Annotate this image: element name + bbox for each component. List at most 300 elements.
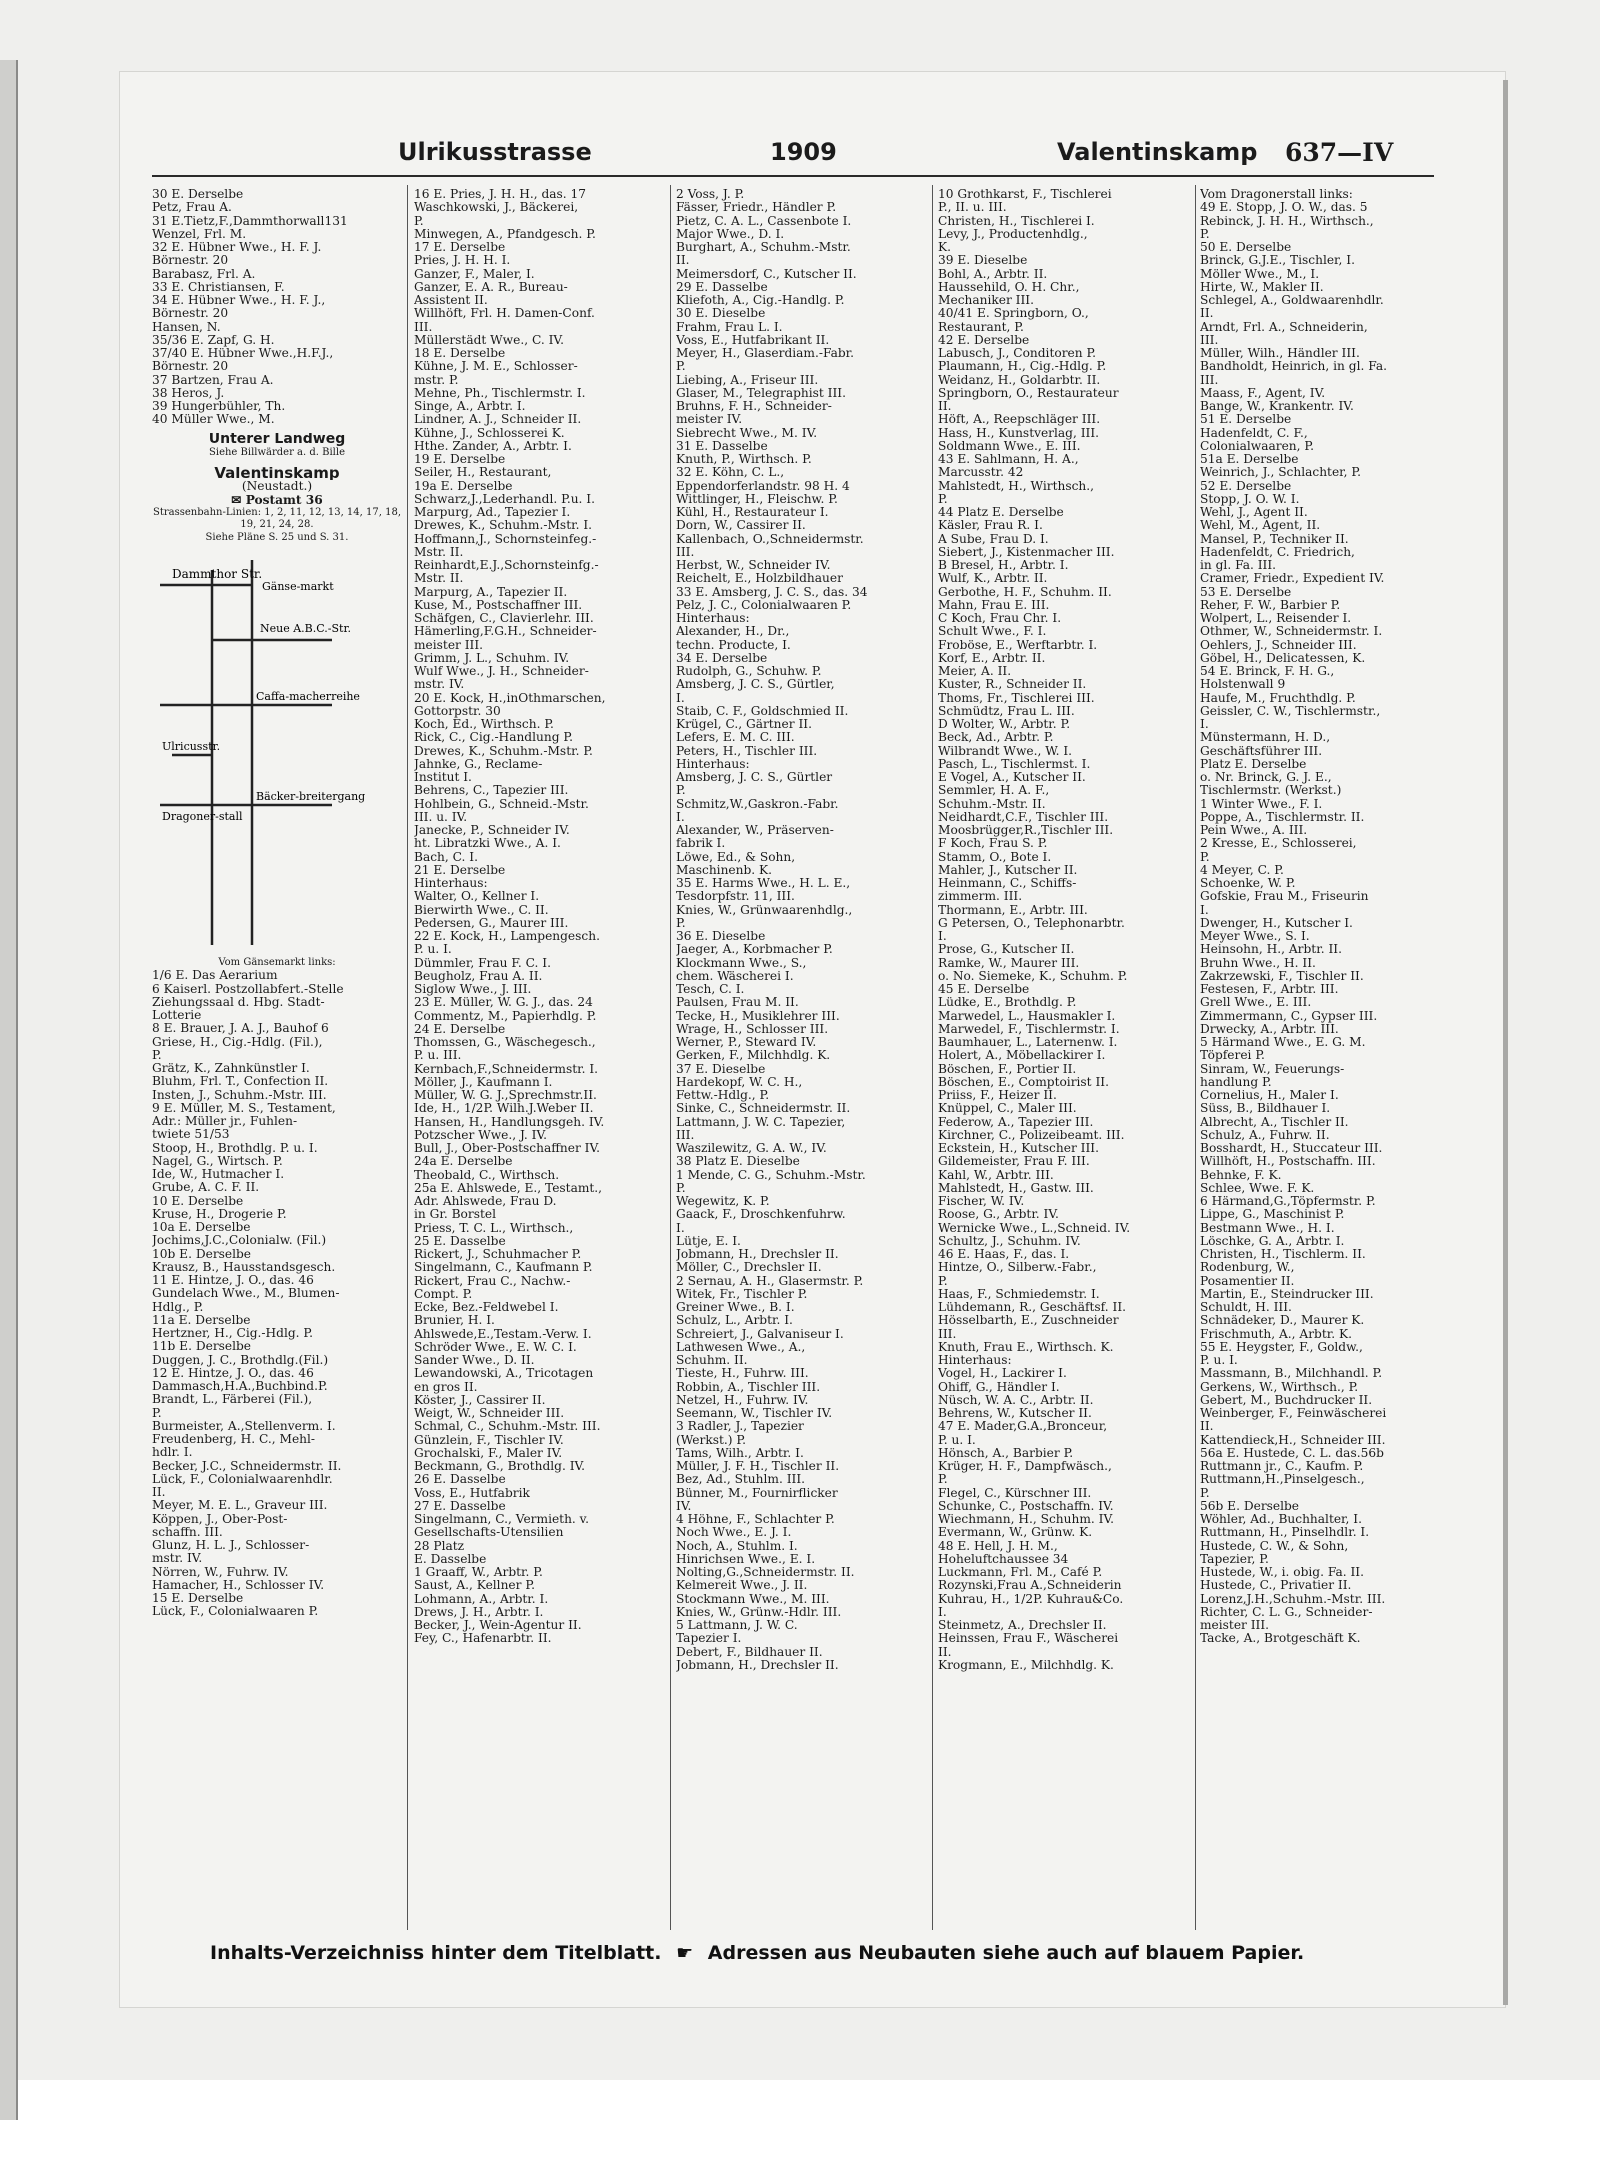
- directory-line: 25 E. Dasselbe: [414, 1234, 506, 1248]
- directory-line: Evermann, W., Grünw. K.: [938, 1526, 1093, 1540]
- directory-line: Nüsch, W. A. C., Arbtr. II.: [938, 1393, 1094, 1407]
- directory-line: Heinmann, C., Schiffs-: [938, 877, 1077, 890]
- directory-line: Froböse, E., Werftarbtr. I.: [938, 638, 1098, 652]
- directory-line: Compt. P.: [414, 1287, 473, 1301]
- directory-line: Wehl, M., Agent, II.: [1200, 519, 1321, 533]
- directory-line: III.: [1200, 373, 1219, 387]
- directory-line: Wöhler, Ad., Buchhalter, I.: [1200, 1513, 1362, 1526]
- directory-line: Hardekopf, W. C. H.,: [676, 1075, 803, 1089]
- directory-line: Hadenfeldt, C. F.,: [1200, 426, 1308, 440]
- directory-line: 19 E. Derselbe: [414, 453, 506, 466]
- directory-line: Institut I.: [414, 771, 472, 784]
- directory-line: mstr. IV.: [414, 678, 465, 692]
- directory-line: 46 E. Haas, F., das. I.: [938, 1248, 1070, 1261]
- directory-line: Grimm, J. L., Schuhm. IV.: [414, 651, 570, 665]
- directory-line: Burmeister, A.,Stellenverm. I.: [152, 1419, 336, 1433]
- directory-line: Ide, W., Hutmacher I.: [152, 1168, 285, 1181]
- directory-line: Haussehild, O. H. Chr.,: [938, 280, 1080, 294]
- directory-line: Petz, Frau A.: [152, 201, 232, 215]
- directory-line: Adr.: Müller jr., Fuhlen-: [152, 1115, 298, 1128]
- directory-line: Bosshardt, H., Stuccateur III.: [1200, 1142, 1383, 1155]
- directory-line: 54 E. Brinck, F. H. G.,: [1200, 665, 1335, 678]
- directory-line: Jochims,J.C.,Colonialw. (Fil.): [152, 1234, 327, 1248]
- directory-line: P., II. u. III.: [938, 201, 1007, 215]
- directory-line: Ruttmann, H., Pinselhdlr. I.: [1200, 1526, 1370, 1540]
- directory-line: Brandt, L., Färberei (Fil.),: [152, 1393, 313, 1407]
- directory-line: Federow, A., Tapezier III.: [938, 1115, 1094, 1129]
- directory-line: Glunz, H. L. J., Schlosser-: [152, 1539, 310, 1552]
- directory-line: Baumhauer, L., Laternenw. I.: [938, 1036, 1118, 1049]
- directory-line: Flegel, C., Kürschner III.: [938, 1486, 1092, 1500]
- postbox-icon: ✉: [231, 493, 246, 507]
- directory-line: Stockmann Wwe., M. III.: [676, 1592, 830, 1606]
- directory-line: II.: [676, 254, 690, 268]
- directory-line: chem. Wäscherei I.: [676, 969, 794, 983]
- directory-line: Vogel, H., Lackirer I.: [938, 1367, 1067, 1381]
- map-direction-note: Vom Gänsemarkt links:: [218, 957, 336, 968]
- directory-line: Bohl, A., Arbtr. II.: [938, 267, 1048, 281]
- directory-line: Weidanz, H., Goldarbtr. II.: [938, 373, 1101, 387]
- directory-line: Haufe, M., Fruchthdlg. P.: [1200, 691, 1356, 705]
- directory-line: C Koch, Frau Chr. I.: [938, 612, 1062, 625]
- directory-line: Arndt, Frl. A., Schneiderin,: [1200, 320, 1368, 334]
- directory-line: Holstenwall 9: [1200, 678, 1286, 692]
- directory-line: 48 E. Hell, J. H. M.,: [938, 1539, 1058, 1553]
- directory-line: 51 E. Derselbe: [1200, 413, 1292, 427]
- directory-line: in gl. Fa. III.: [1200, 559, 1277, 572]
- directory-line: Amsberg, J. C. S., Gürtler,: [676, 678, 835, 692]
- directory-line: Bestmann Wwe., H. I.: [1200, 1221, 1335, 1235]
- directory-line: Hass, H., Kunstverlag, III.: [938, 426, 1100, 440]
- directory-line: I.: [938, 930, 947, 943]
- directory-line: Ohiff, G., Händler I.: [938, 1380, 1060, 1394]
- directory-line: Grochalski, F., Maler IV.: [414, 1446, 563, 1460]
- directory-line: Möller, J., Kaufmann I.: [414, 1075, 553, 1089]
- directory-line: Hdlg., P.: [152, 1300, 204, 1314]
- directory-line: Wolpert, L., Reisender I.: [1200, 612, 1352, 625]
- directory-line: Soldmann Wwe., E. III.: [938, 439, 1081, 453]
- directory-line: Stoop, H., Brothdlg. P. u. I.: [152, 1141, 318, 1155]
- directory-line: 19a E. Derselbe: [414, 479, 513, 493]
- directory-line: 35 E. Harms Wwe., H. L. E.,: [676, 877, 851, 890]
- directory-line: Gebert, M., Buchdrucker II.: [1200, 1393, 1373, 1407]
- directory-line: Ramke, W., Maurer III.: [938, 956, 1080, 970]
- directory-line: Maass, F., Agent, IV.: [1200, 386, 1326, 400]
- directory-line: Schuldt, H. III.: [1200, 1301, 1292, 1314]
- directory-line: Staib, C. F., Goldschmied II.: [676, 704, 849, 718]
- directory-line: meister IV.: [676, 413, 743, 427]
- directory-line: Reichelt, E., Holzbildhauer: [676, 572, 843, 586]
- directory-line: I.: [676, 810, 685, 824]
- directory-line: Pasch, L., Tischlermst. I.: [938, 757, 1091, 771]
- directory-line: Christen, H., Tischlerm. II.: [1200, 1248, 1366, 1261]
- directory-line: Pries, J. H. H. I.: [414, 254, 511, 268]
- directory-line: 4 Höhne, F., Schlachter P.: [676, 1513, 835, 1526]
- map-label-gaensemarkt: Gänse-markt: [262, 580, 334, 593]
- directory-line: 11a E. Derselbe: [152, 1313, 251, 1327]
- directory-line: Krausz, B., Hausstandsgesch.: [152, 1260, 336, 1274]
- directory-line: 56b E. Derselbe: [1200, 1499, 1300, 1513]
- directory-line: 36 E. Dieselbe: [676, 930, 766, 943]
- directory-line: Debert, F., Bildhauer II.: [676, 1645, 823, 1659]
- directory-line: Brinck, G.J.E., Tischler, I.: [1200, 254, 1355, 268]
- directory-line: 33 E. Christiansen, F.: [152, 280, 285, 294]
- directory-line: Massmann, B., Milchhandl. P.: [1200, 1367, 1383, 1381]
- directory-line: mstr. IV.: [152, 1552, 203, 1566]
- directory-line: 24 E. Derselbe: [414, 1022, 506, 1036]
- directory-line: Heinsohn, H., Arbtr. II.: [1200, 943, 1342, 957]
- directory-line: Peters, H., Tischler III.: [676, 744, 818, 758]
- directory-line: Höft, A., Reepschläger III.: [938, 413, 1101, 427]
- directory-line: 37 Bartzen, Frau A.: [152, 373, 274, 387]
- directory-line: Kattendieck,H., Schneider III.: [1200, 1433, 1386, 1447]
- directory-line: Willhöft, H., Postschaffn. III.: [1200, 1155, 1376, 1169]
- directory-line: Ganzer, E. A. R., Bureau-: [414, 280, 568, 294]
- directory-line: Ganzer, F., Maler, I.: [414, 267, 535, 281]
- directory-line: Drwecky, A., Arbtr. III.: [1200, 1022, 1339, 1036]
- directory-line: Schoenke, W. P.: [1200, 877, 1296, 890]
- directory-line: Hösselbarth, E., Zuschneider: [938, 1314, 1119, 1328]
- directory-line: 8 E. Brauer, J. A. J., Bauhof 6: [152, 1022, 329, 1036]
- directory-line: Richter, C. L. G., Schneider-: [1200, 1605, 1373, 1619]
- directory-line: 39 E. Dieselbe: [938, 254, 1028, 268]
- directory-line: 44 Platz E. Derselbe: [938, 506, 1064, 519]
- directory-line: P.: [414, 214, 424, 228]
- directory-line: Hinrichsen Wwe., E. I.: [676, 1552, 816, 1566]
- plan-reference: Siehe Pläne S. 25 und S. 31.: [205, 531, 349, 543]
- directory-line: 52 E. Derselbe: [1200, 479, 1292, 493]
- directory-line: Jahnke, G., Reclame-: [414, 757, 543, 771]
- directory-line: Marpurg, Ad., Tapezier I.: [414, 506, 571, 519]
- directory-line: IV.: [676, 1499, 692, 1513]
- directory-line: Siglow Wwe., J. III.: [414, 983, 532, 996]
- directory-line: Fettw.-Hdlg., P.: [676, 1089, 770, 1102]
- directory-line: Wiechmann, H., Schuhm. IV.: [938, 1513, 1115, 1526]
- directory-line: 24a E. Derselbe: [414, 1155, 513, 1169]
- directory-line: Roose, G., Arbtr. IV.: [938, 1208, 1059, 1222]
- directory-line: 37/40 E. Hübner Wwe.,H.F.J.,: [152, 347, 334, 360]
- directory-line: Pedersen, G., Maurer III.: [414, 916, 569, 930]
- directory-line: Fey, C., Hafenarbtr. II.: [414, 1632, 552, 1646]
- directory-line: 3 Radler, J., Tapezier: [676, 1420, 804, 1434]
- directory-line: Jobmann, H., Drechsler II.: [676, 1248, 839, 1261]
- directory-line: Schwarz,J.,Lederhandl. P.u. I.: [414, 492, 595, 506]
- directory-line: Duggen, J. C., Brothdlg.(Fil.): [152, 1353, 329, 1367]
- directory-line: 12 E. Hintze, J. O., das. 46: [152, 1366, 314, 1380]
- directory-line: Witek, Fr., Tischler P.: [676, 1287, 808, 1301]
- directory-line: Koch, Ed., Wirthsch. P.: [414, 718, 554, 731]
- directory-line: Springborn, O., Restaurateur: [938, 386, 1119, 400]
- directory-line: Tams, Wilh., Arbtr. I.: [676, 1446, 804, 1460]
- directory-line: Priess, T. C. L., Wirthsch.,: [414, 1221, 574, 1235]
- directory-line: Böschen, E., Comptoirist II.: [938, 1075, 1109, 1089]
- column-2: [414, 188, 664, 1938]
- directory-line: 16 E. Pries, J. H. H., das. 17: [414, 188, 587, 201]
- directory-line: Freudenberg, H. C., Mehl-: [152, 1433, 316, 1446]
- directory-line: 28 Platz: [414, 1539, 465, 1553]
- directory-line: Behrens, W., Kutscher II.: [938, 1407, 1092, 1420]
- directory-line: Hansen, N.: [152, 320, 221, 334]
- directory-line: Lütje, E. I.: [676, 1234, 741, 1248]
- directory-line: Potzscher Wwe., J. IV.: [414, 1128, 548, 1142]
- directory-line: Wulf, K., Arbtr. II.: [938, 572, 1048, 586]
- directory-line: 40 Müller Wwe., M.: [152, 413, 275, 427]
- directory-line: Weinberger, F., Feinwäscherei: [1200, 1407, 1387, 1420]
- directory-line: Grätz, K., Zahnkünstler I.: [152, 1062, 310, 1075]
- directory-line: P.: [152, 1406, 162, 1420]
- directory-line: ht. Libratzki Wwe., A. I.: [414, 837, 561, 851]
- directory-line: Singe, A., Arbtr. I.: [414, 400, 526, 413]
- directory-line: Knies, W., Grünwaarenhdlg.,: [676, 903, 853, 917]
- directory-line: Kuhrau, H., 1/2P. Kuhrau&Co.: [938, 1592, 1124, 1606]
- directory-line: Lüdke, E., Brothdlg. P.: [938, 996, 1077, 1010]
- directory-line: techn. Producte, I.: [676, 638, 791, 652]
- directory-line: Seemann, W., Tischler IV.: [676, 1407, 833, 1420]
- directory-line: 39 Hungerbühler, Th.: [152, 400, 286, 413]
- directory-line: 2 Sernau, A. H., Glasermstr. P.: [676, 1274, 864, 1288]
- directory-line: 1 Winter Wwe., F. I.: [1200, 797, 1323, 811]
- directory-line: 10 E. Derselbe: [152, 1194, 244, 1208]
- directory-line: Voss, E., Hutfabrikant II.: [676, 333, 830, 347]
- directory-line: 37 E. Dieselbe: [676, 1062, 766, 1076]
- directory-line: 40/41 E. Springborn, O.,: [938, 307, 1089, 321]
- directory-line: 55 E. Heygster, F., Goldw.,: [1200, 1340, 1363, 1354]
- directory-line: Köppen, J., Ober-Post-: [152, 1512, 288, 1526]
- directory-line: Grell Wwe., E. III.: [1200, 996, 1312, 1010]
- directory-line: 2 Kresse, E., Schlosserei,: [1200, 837, 1357, 851]
- directory-line: Lewandowski, A., Tricotagen: [414, 1367, 594, 1381]
- directory-line: Schröder Wwe., E. W. C. I.: [414, 1340, 577, 1354]
- directory-line: Behnke, F. K.: [1200, 1168, 1282, 1182]
- directory-line: P.: [676, 916, 686, 930]
- directory-line: Marpurg, A., Tapezier II.: [414, 585, 568, 599]
- directory-line: Hinterhaus:: [938, 1354, 1012, 1367]
- directory-line: Münstermann, H. D.,: [1200, 731, 1331, 745]
- directory-line: P. u. I.: [1200, 1354, 1238, 1367]
- directory-line: I.: [938, 1605, 947, 1619]
- directory-line: Lohmann, A., Arbtr. I.: [414, 1592, 549, 1606]
- directory-line: Drewes, K., Schuhm.-Mstr. I.: [414, 519, 593, 533]
- directory-line: Dwenger, H., Kutscher I.: [1200, 916, 1353, 930]
- directory-line: Lathwesen Wwe., A.,: [676, 1340, 806, 1354]
- column-rule: [932, 185, 933, 1930]
- directory-line: Schuhm. II.: [676, 1354, 748, 1367]
- directory-line: Brunier, H. I.: [414, 1314, 495, 1328]
- directory-line: 25a E. Ahlswede, E., Testamt.,: [414, 1181, 603, 1195]
- directory-line: I.: [1200, 718, 1209, 731]
- directory-line: Herbst, W., Schneider IV.: [676, 559, 831, 572]
- directory-line: Hoffmann,J., Schornsteinfeg.-: [414, 532, 597, 546]
- directory-line: Hinterhaus:: [414, 877, 488, 890]
- directory-line: Cramer, Friedr., Expedient IV.: [1200, 572, 1385, 586]
- directory-line: Walter, O., Kellner I.: [414, 890, 540, 904]
- directory-line: (Werkst.) P.: [676, 1433, 746, 1447]
- directory-line: Bruhn Wwe., H. II.: [1200, 956, 1316, 970]
- directory-line: I.: [676, 1221, 685, 1235]
- directory-line: Pelz, J. C., Colonialwaaren P.: [676, 598, 852, 612]
- directory-line: P.: [1200, 1486, 1210, 1500]
- postamt-line: ✉ Postamt 36: [231, 493, 323, 507]
- directory-line: Gofskie, Frau M., Friseurin: [1200, 890, 1369, 904]
- directory-line: III. u. IV.: [414, 810, 468, 824]
- directory-line: Siebert, J., Kistenmacher III.: [938, 545, 1115, 559]
- directory-line: Hadenfeldt, C. Friedrich,: [1200, 545, 1355, 559]
- directory-line: Mstr. II.: [414, 572, 464, 586]
- directory-line: Paulsen, Frau M. II.: [676, 996, 799, 1010]
- directory-line: Geissler, C. W., Tischlermstr.,: [1200, 704, 1381, 718]
- directory-line: Janecke, P., Schneider IV.: [414, 824, 570, 837]
- header-street-right: Valentinskamp: [1057, 138, 1258, 166]
- directory-line: F Koch, Frau S. P.: [938, 837, 1048, 851]
- directory-line: Beck, Ad., Arbtr. P.: [938, 731, 1054, 745]
- directory-line: meister III.: [1200, 1619, 1270, 1632]
- directory-line: en gros II.: [414, 1380, 478, 1394]
- directory-line: Glaser, M., Telegraphist III.: [676, 386, 846, 400]
- directory-line: Tesch, C. I.: [676, 983, 745, 996]
- directory-line: 34 E. Derselbe: [676, 651, 768, 665]
- directory-line: Thormann, E., Arbtr. III.: [938, 903, 1088, 917]
- directory-line: Werner, P., Steward IV.: [676, 1036, 817, 1049]
- directory-line: 51a E. Derselbe: [1200, 453, 1299, 466]
- directory-line: Mansel, P., Techniker II.: [1200, 532, 1349, 546]
- directory-line: P.: [1200, 850, 1210, 864]
- directory-line: Stopp, J. O. W. I.: [1200, 492, 1300, 506]
- binding-edge: [0, 60, 18, 2120]
- directory-line: Marwedel, F., Tischlermstr. I.: [938, 1022, 1120, 1036]
- directory-line: Thoms, Fr., Tischlerei III.: [938, 691, 1095, 705]
- directory-line: Bull, J., Ober-Postschaffner IV.: [414, 1142, 601, 1155]
- directory-line: Ruttmann,H.,Pinselgesch.,: [1200, 1473, 1365, 1487]
- directory-line: hdlr. I.: [152, 1446, 193, 1460]
- directory-line: Lück, F., Colonialwaaren P.: [152, 1605, 319, 1619]
- directory-line: Tecke, H., Musiklehrer III.: [676, 1009, 840, 1023]
- directory-line: Voss, E., Hutfabrik: [414, 1486, 530, 1500]
- directory-line: Gaack, F., Droschkenfuhrw.: [676, 1208, 846, 1222]
- directory-line: 32 E. Köhn, C. L.,: [676, 466, 785, 480]
- map-label-caffamacherreihe: Caffa-macherreihe: [256, 690, 360, 703]
- directory-line: Krogmann, E., Milchhdlg. K.: [938, 1658, 1114, 1672]
- directory-line: Festesen, F., Arbtr. III.: [1200, 983, 1339, 996]
- directory-line: Griese, H., Cig.-Hdlg. (Fil.),: [152, 1035, 323, 1049]
- directory-line: Bierwirth Wwe., C. II.: [414, 903, 549, 917]
- header-street-left: Ulrikusstrasse: [398, 138, 592, 166]
- directory-line: Frischmuth, A., Arbtr. K.: [1200, 1327, 1352, 1341]
- directory-line: Nolting,G.,Schneidermstr. II.: [676, 1566, 855, 1579]
- directory-line: Martin, E., Steindrucker III.: [1200, 1287, 1374, 1301]
- directory-line: o. No. Siemeke, K., Schuhm. P.: [938, 969, 1128, 983]
- directory-line: Bange, W., Krankentr. IV.: [1200, 400, 1354, 413]
- directory-line: Alexander, H., Dr.,: [676, 625, 790, 639]
- directory-line: Rudolph, G., Schuhw. P.: [676, 665, 822, 678]
- directory-line: 5 Lattmann, J. W. C.: [676, 1619, 798, 1632]
- directory-line: Schlee, Wwe. F. K.: [1200, 1181, 1315, 1195]
- directory-line: 27 E. Dasselbe: [414, 1499, 506, 1513]
- directory-line: Tacke, A., Brotgeschäft K.: [1200, 1632, 1361, 1646]
- directory-line: Plaumann, H., Cig.-Hdlg. P.: [938, 360, 1107, 374]
- directory-line: Kuse, M., Postschaffner III.: [414, 598, 583, 612]
- directory-line: P.: [676, 1181, 686, 1195]
- directory-line: Göbel, H., Delicatessen, K.: [1200, 651, 1366, 665]
- directory-line: P.: [938, 1473, 948, 1487]
- directory-line: Böschen, F., Portier II.: [938, 1062, 1077, 1076]
- directory-line: Ide, H., 1/2P. Wilh.J.Weber II.: [414, 1102, 594, 1116]
- directory-line: 23 E. Müller, W. G. J., das. 24: [414, 996, 593, 1010]
- directory-line: Meimersdorf, C., Kutscher II.: [676, 267, 857, 281]
- tram-lines: Strassenbahn-Linien: 1, 2, 11, 12, 13, 14, 17, 18, 19, 21, 24, 28.: [153, 506, 401, 530]
- directory-line: I.: [1200, 903, 1209, 917]
- directory-line: Major Wwe., D. I.: [676, 227, 785, 241]
- directory-line: in Gr. Borstel: [414, 1208, 496, 1222]
- directory-line: 9 E. Müller, M. S., Testament,: [152, 1101, 336, 1115]
- directory-line: Sander Wwe., D. II.: [414, 1354, 535, 1367]
- directory-line: Möller Wwe., M., I.: [1200, 267, 1320, 281]
- section-note: Siehe Billwärder a. d. Bille: [209, 446, 345, 458]
- directory-line: Willhöft, Frl. H. Damen-Conf.: [414, 307, 595, 321]
- directory-line: Albrecht, A., Tischler II.: [1200, 1115, 1349, 1129]
- page-edge-shadow: [1503, 80, 1508, 2005]
- directory-line: 6 Kaiserl. Postzollabfert.-Stelle: [152, 982, 344, 996]
- directory-line: Lühdemann, R., Geschäftsf. II.: [938, 1301, 1127, 1314]
- directory-line: B Bresel, H., Arbtr. I.: [938, 559, 1069, 572]
- directory-line: Klockmann Wwe., S.,: [676, 956, 807, 970]
- directory-line: Lindner, A. J., Schneider II.: [414, 413, 582, 427]
- directory-line: Thomssen, G., Wäschegesch.,: [414, 1036, 596, 1049]
- directory-line: Gesellschafts-Utensilien: [414, 1526, 564, 1540]
- directory-line: Robbin, A., Tischler III.: [676, 1380, 821, 1394]
- directory-line: Barabasz, Frl. A.: [152, 267, 256, 281]
- directory-line: Tieste, H., Fuhrw. III.: [676, 1367, 809, 1381]
- directory-line: A Sube, Frau D. I.: [938, 532, 1049, 546]
- directory-line: Löschke, G. A., Arbtr. I.: [1200, 1234, 1345, 1248]
- directory-line: mstr. P.: [414, 373, 459, 387]
- directory-line: Dümmler, Frau F. C. I.: [414, 956, 551, 970]
- directory-line: Zimmermann, C., Gypser III.: [1200, 1009, 1378, 1023]
- column-3: [676, 188, 926, 1938]
- directory-line: Weinrich, J., Schlachter, P.: [1200, 466, 1362, 480]
- directory-line: Burghart, A., Schuhm.-Mstr.: [676, 241, 851, 254]
- directory-line: P. u. I.: [414, 943, 452, 957]
- directory-line: P.: [676, 360, 686, 374]
- directory-line: Insten, J., Schuhm.-Mstr. III.: [152, 1088, 327, 1102]
- directory-line: 1/6 E. Das Aerarium: [152, 969, 278, 983]
- directory-line: Kernbach,F.,Schneidermstr. I.: [414, 1062, 599, 1076]
- directory-line: Möller, C., Drechsler II.: [676, 1261, 822, 1275]
- directory-line: Cornelius, H., Maler I.: [1200, 1089, 1339, 1102]
- directory-line: Lotterie: [152, 1009, 202, 1022]
- directory-line: Meyer, H., Glaserdiam.-Fabr.: [676, 347, 855, 360]
- directory-line: Schulz, A., Fuhrw. II.: [1200, 1128, 1330, 1142]
- directory-line: Tesdorpfstr. 11, III.: [676, 890, 795, 904]
- directory-line: II.: [938, 1645, 952, 1659]
- directory-line: o. Nr. Brinck, G. J. E.,: [1200, 771, 1332, 784]
- directory-line: Netzel, H., Fuhrw. IV.: [676, 1393, 809, 1407]
- pointing-hand-icon: ☛: [676, 1942, 694, 1964]
- directory-line: Schmüdtz, Frau L. III.: [938, 704, 1075, 718]
- directory-line: Noch, A., Stuhlm. I.: [676, 1539, 798, 1553]
- directory-line: Knuth, Frau E., Wirthsch. K.: [938, 1340, 1114, 1354]
- directory-line: Grube, A. C. F. II.: [152, 1181, 260, 1195]
- directory-line: Lefers, E. M. C. III.: [676, 731, 795, 745]
- directory-line: Schulz, L., Arbtr. I.: [676, 1314, 793, 1328]
- directory-line: Bandholdt, Heinrich, in gl. Fa.: [1200, 360, 1387, 374]
- directory-line: Pietz, C. A. L., Cassenbote I.: [676, 214, 852, 228]
- directory-line: 53 E. Derselbe: [1200, 585, 1292, 599]
- directory-line: Fischer, W. IV.: [938, 1195, 1025, 1208]
- directory-line: Nagel, G., Wirtsch. P.: [152, 1154, 283, 1168]
- directory-line: twiete 51/53: [152, 1128, 230, 1142]
- directory-line: Bünner, M., Fournirflicker: [676, 1486, 838, 1500]
- directory-line: Börnestr. 20: [152, 360, 229, 374]
